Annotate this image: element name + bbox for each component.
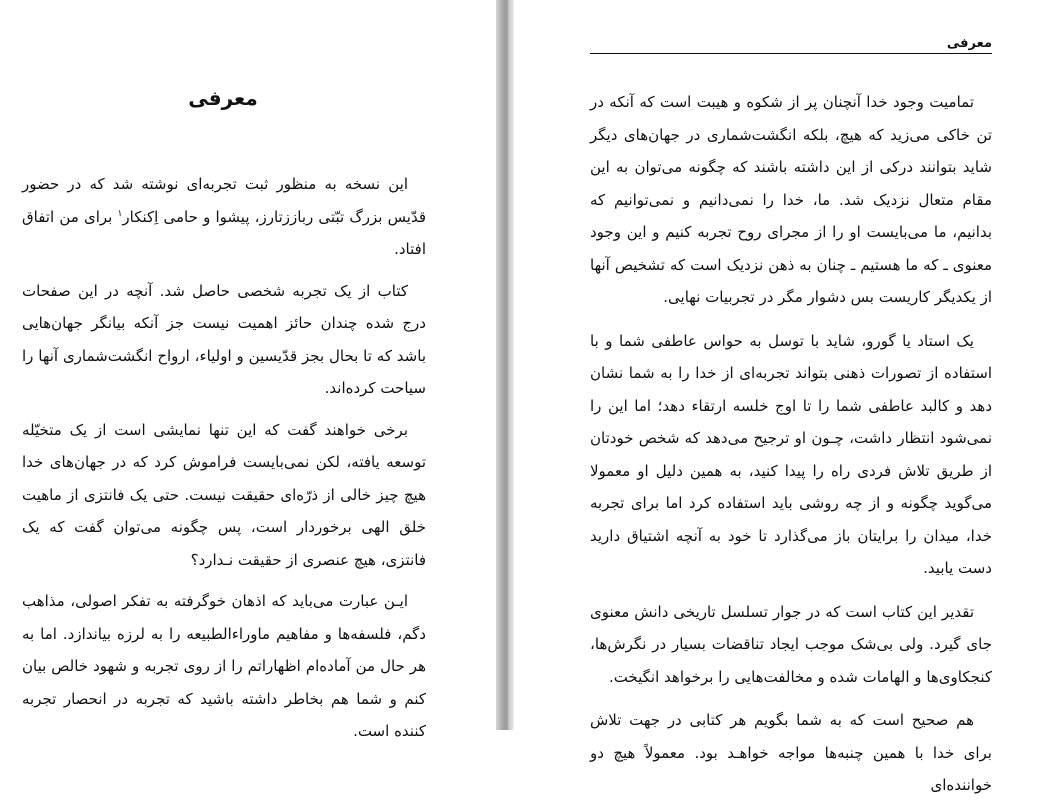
paragraph-text: این نسخه به منظور ثبت تجربه‌ای نوشته شد که در حضور قدّیس بزرگ تبّتی رباززتارز، پیشوا و حامی اِکنکار xyxy=(22,175,426,226)
right-page xyxy=(514,0,1047,794)
paragraph: برخی خواهند گفت که این تنها نمایشی است از یک متخیّله توسعه یافته، لکن نمی‌بایست فراموش کرد که در جهان‌های خدا هیچ چیز خالی از ذرّه‌ای حقیقت نیست. حتی یک فانتزی از ماهیت خلق الهی برخوردار است، پس چگونه می‌توان گفت که یک فانتزی، هیچ عنصری از حقیقت نـدارد؟ xyxy=(22,420,426,569)
paragraph: یک استاد یا گورو، شاید با توسل به حواس عاطفی شما و با استفاده از تصورات ذهنی بتواند تجربه‌ای از خدا را به شما نشان دهد و کالبد عاطفی شما را تا اوج خلسه ارتقاء دهد؛ اما این را نمی‌شود انتظار داشت، چـون او ترجیح می‌دهد که شخص خودتان از طریق تلاش فردی راه را پیدا کنید، به همین دلیل او معمولا می‌گوید چگونه و از چه روشی باید استفاده کرد اما برای تجربه خدا، میدان را برایتان باز می‌گذارد تا خود به آنچه اشتیاق دارید دست یابید. xyxy=(590,331,992,577)
paragraph: هم صحیح است که به شما بگویم هر کتابی در جهت تلاش برای خدا با همین چنبه‌ها مواجه خواهـد بود. معمولاً هیچ دو خواننده‌ای xyxy=(590,711,992,794)
paragraph xyxy=(22,168,426,266)
left-page-body xyxy=(22,168,426,748)
page-title: معرفی xyxy=(188,86,258,110)
paragraph-tail: برای من اتفاق افتاد. xyxy=(22,207,426,258)
paragraph: کتاب از یک تجربه شخصی حاصل شد. آنچه در این صفحات درج شده چندان حائز اهمیت نیست جز آنکه بیانگر جهان‌هایی باشد که تا بحال بجز قدّیسین و اولیاء، ارواح انگشت‌شماری آنها را سیاحت کرده‌اند. xyxy=(22,281,426,397)
paragraph: تمامیت وجود خدا آنچنان پر از شکوه و هیبت است که آنکه در تن خاکی می‌زید که هیچ، بلکه انگشت‌شماری در جهان‌های دیگر شاید بتوانند درکی از این داشته باشند که چگونه می‌توان به این مقام متعال نزدیک شد. ما، خدا را نمی‌دانیم و نمی‌توانیم که بدانیم، ما می‌بایست او را از مجرای روح تجربه کنیم و این وجود معنوی ـ که ما هستیم ـ چنان به ذهن نزدیک است که تشخیص آنها از یکدیگر کاریست بس دشوار مگر در تجربیات نهایی. xyxy=(590,93,992,306)
right-page-body xyxy=(590,86,992,802)
paragraph: ایـن عبارت می‌باید که اذهان خوگرفته به تفکر اصولی، مذاهب دگم، فلسفه‌ها و مفاهیم ماوراءالطبیعه را به لرزه بیاندازد. اما به هر حال من آماده‌ام اظهاراتم را از روی تجربه و شهود خالص بیان کنم و شما هم بخاطر داشته باشید که تجربه در انحصار تجربه کننده است. xyxy=(22,592,426,740)
left-page xyxy=(0,0,496,740)
running-header: معرفی xyxy=(590,36,992,54)
paragraph: تقدیر این کتاب است که در جوار تسلسل تاریخی دانش معنوی جای گیرد. ولی بی‌شک موجب ایجاد تناقضات بسیار در نگرش‌ها، کنجکاوی‌ها و الهامات شده و مخالفت‌هایی را برخواهد انگیخت. xyxy=(590,602,992,686)
footnote-marker: ۱ xyxy=(117,208,123,219)
